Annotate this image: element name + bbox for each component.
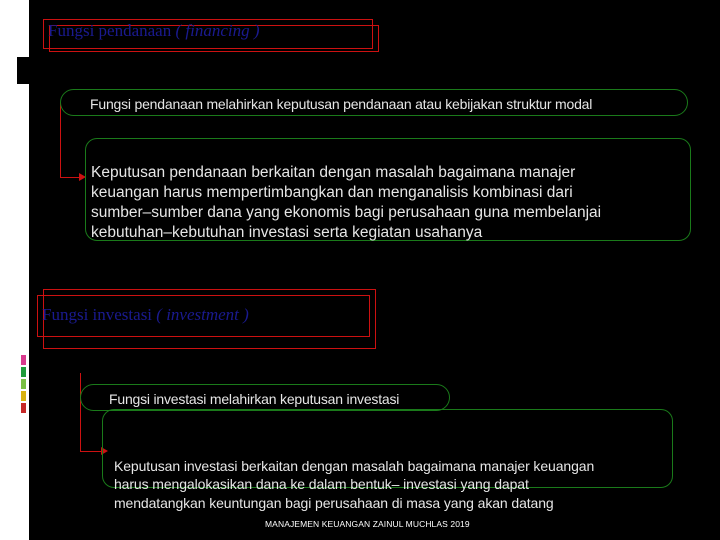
section-title-main: Fungsi investasi (42, 305, 153, 324)
statement-text: Fungsi investasi melahirkan keputusan investasi (109, 391, 400, 407)
section-title-main: Fungsi pendanaan (48, 21, 172, 40)
detail-line: mendatangkan keuntungan bagi perusahaan di masa yang akan datang (114, 495, 554, 511)
accent-bar-yellow (21, 391, 26, 401)
margin-marker-block (17, 57, 29, 84)
detail-line: harus mengalokasikan dana ke dalam bentuk– investasi yang dapat (114, 476, 529, 492)
detail-line: Keputusan investasi berkaitan dengan masalah bagaimana manajer keuangan (114, 458, 595, 474)
accent-bar-green (21, 367, 26, 377)
footer-caption: MANAJEMEN KEUANGAN ZAINUL MUCHLAS 2019 (265, 519, 470, 529)
statement-text: Fungsi pendanaan melahirkan keputusan pendanaan atau kebijakan struktur modal (90, 96, 593, 112)
section-title-emphasis: ( financing ) (175, 21, 260, 40)
accent-bar-red (21, 403, 26, 413)
detail-line: Keputusan pendanaan berkaitan dengan masalah bagaimana manajer (91, 164, 576, 181)
detail-line: kebutuhan–kebutuhan investasi serta kegiatan usahanya (91, 224, 483, 241)
accent-bar-pink (21, 355, 26, 365)
detail-line: sumber–sumber dana yang ekonomis bagi perusahaan guna membelanjai (91, 204, 602, 221)
detail-line: keuangan harus mempertimbangkan dan menganalisis kombinasi dari (91, 184, 573, 201)
accent-bar-lime (21, 379, 26, 389)
section-title-investment (37, 295, 370, 337)
section-title-financing (43, 19, 373, 49)
section-title-emphasis: ( investment ) (156, 305, 249, 324)
